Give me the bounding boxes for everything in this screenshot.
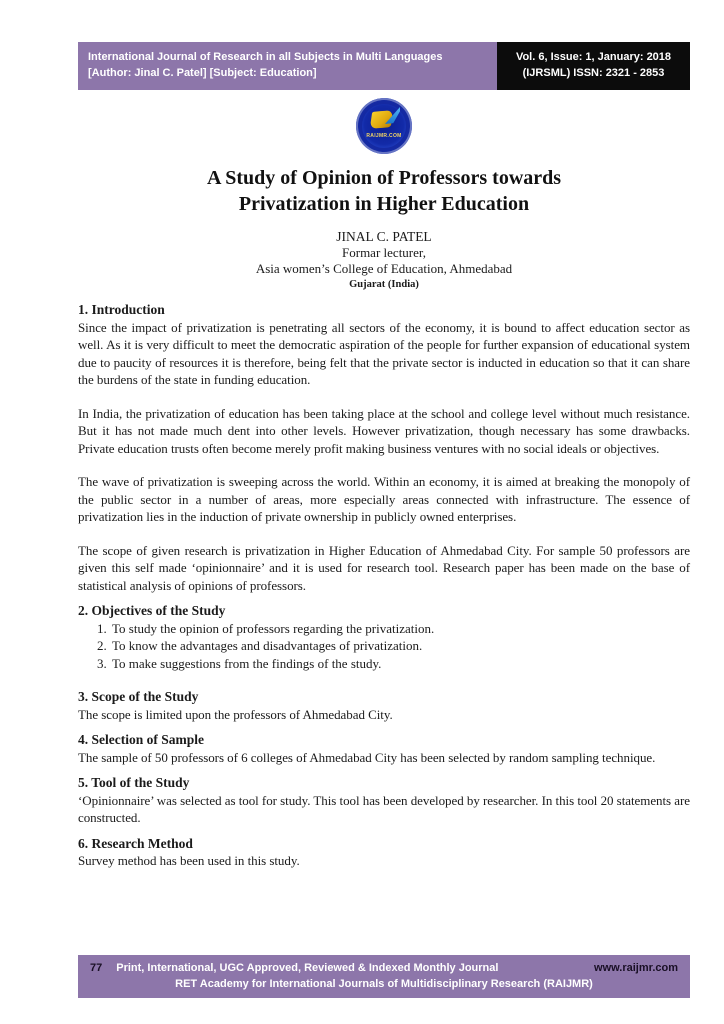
paragraph: Since the impact of privatization is penetrating all sectors of the economy, it is bound to affect education sector as well. As it is very difficult to meet the democratic aspiration of the people for further expansion of educational system due to paucity of resources it is therefore, being felt that the private sector is inducted in education so that it can share the burdens of the state in funding education. (78, 319, 690, 387)
list-item: 2. To know the advantages and disadvantages of privatization. (110, 637, 690, 655)
logo-label: RAIJMR.COM (366, 133, 402, 139)
objectives-list (78, 620, 690, 673)
paragraph: The scope is limited upon the professors of Ahmedabad City. (78, 706, 393, 722)
author-name: JINAL C. PATEL (336, 229, 432, 244)
paper-title (78, 165, 690, 217)
section-heading: 4. Selection of Sample (78, 732, 204, 747)
list-item: 1. To study the opinion of professors regarding the privatization. (110, 620, 690, 638)
section-heading: 3. Scope of the Study (78, 689, 199, 704)
paragraph: In India, the privatization of education has been taking place at the school and college level without much resistance. But it has not made much dent into other levels. However privatization, though necessary has some drawbacks. Private education trusts often become merely profit making business ventures with no social ideals or objectives. (78, 405, 690, 456)
paper-title-line1: A Study of Opinion of Professors towards (206, 167, 562, 189)
section-heading: 2. Objectives of the Study (78, 603, 226, 618)
paragraph: Survey method has been used in this study. (78, 853, 300, 868)
issue-info-box (497, 42, 690, 90)
journal-header-band (78, 42, 690, 90)
section-objectives (78, 602, 690, 672)
section-sample (78, 731, 690, 766)
footer-academy-text: RET Academy for International Journals of Multidisciplinary Research (RAIJMR) (175, 978, 593, 990)
section-tool (78, 774, 690, 827)
logo-container (78, 98, 690, 156)
journal-footer-band (78, 955, 690, 998)
issue-volume: Vol. 6, Issue: 1, January: 2018 (515, 51, 672, 63)
raijmr-logo-icon (356, 98, 412, 154)
author-role: Formar lecturer, (342, 245, 426, 260)
author-affiliation: Asia women’s College of Education, Ahmedabad (255, 261, 513, 276)
list-item: 3. To make suggestions from the findings of the study. (110, 655, 690, 673)
journal-info (78, 42, 497, 90)
issue-issn: (IJRSML) ISSN: 2321 - 2853 (522, 67, 665, 79)
paragraph: The scope of given research is privatization in Higher Education of Ahmedabad City. For sample 50 professors are given this self made ‘opinionnaire’ and it is used for research tool. Research paper has been made on the base of statistical analysis of opinions of professors. (78, 542, 690, 593)
section-method (78, 835, 690, 870)
paragraph: The wave of privatization is sweeping across the world. Within an economy, it is aimed at breaking the monopoly of the public sector in a number of areas, more especially areas connected with infrastructure. The essence of privatization lies in the induction of private ownership in publicly owned enterprises. (78, 474, 690, 524)
journal-title: International Journal of Research in all Subjects in Multi Languages (88, 51, 443, 63)
section-heading: 5. Tool of the Study (78, 775, 190, 790)
section-introduction (78, 301, 690, 594)
section-scope (78, 688, 690, 723)
footer-website: www.raijmr.com (594, 962, 678, 974)
paragraph: The sample of 50 professors of 6 colleges of Ahmedabad City has been selected by random sampling technique. (78, 749, 656, 765)
journal-author-subject: [Author: Jinal C. Patel] [Subject: Education] (88, 67, 317, 79)
section-heading: 6. Research Method (78, 835, 193, 851)
author-location: Gujarat (India) (349, 279, 419, 290)
author-block (78, 229, 690, 293)
footer-line1 (90, 960, 678, 976)
paper-title-line2: Privatization in Higher Education (238, 193, 530, 215)
section-heading: 1. Introduction (78, 302, 165, 317)
article-body (78, 301, 690, 870)
page-number: 77 (90, 962, 103, 974)
paragraph: ‘Opinionnaire’ was selected as tool for study. This tool has been developed by researcher. In this tool 20 statements are constructed. (78, 792, 690, 825)
footer-journal-text: Print, International, UGC Approved, Reviewed & Indexed Monthly Journal (116, 962, 499, 974)
